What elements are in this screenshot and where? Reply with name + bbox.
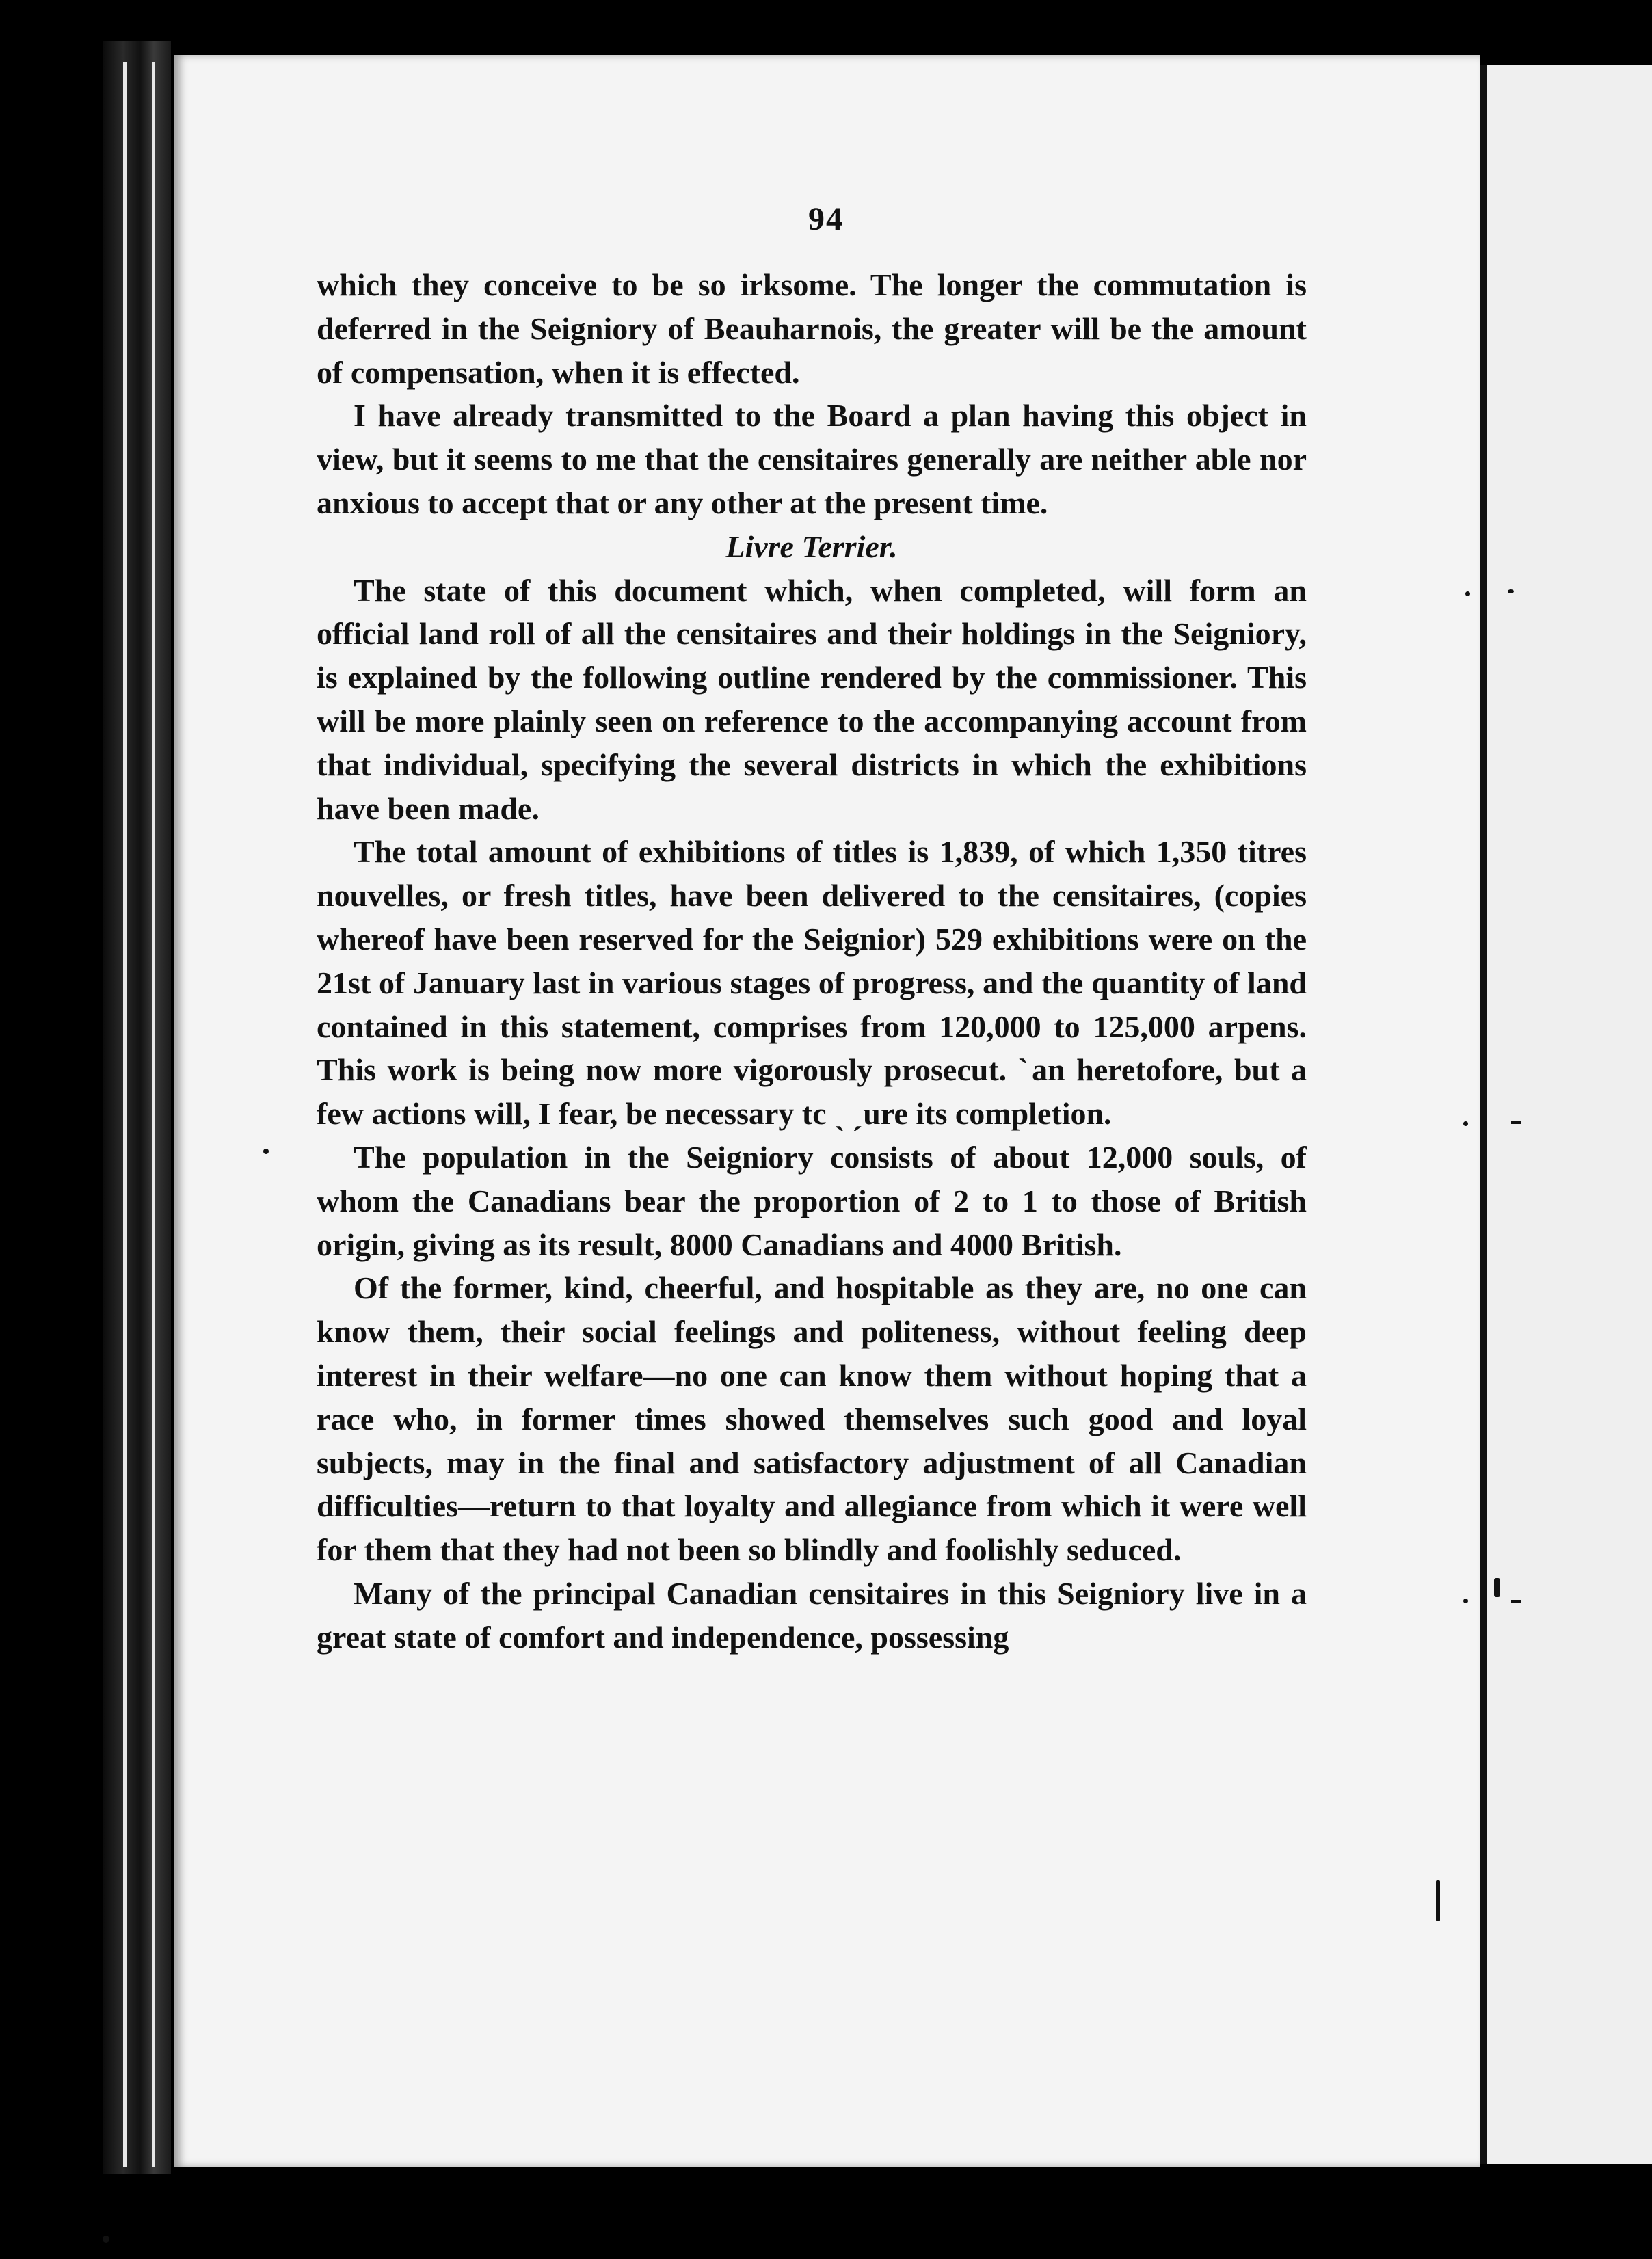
paragraph: which they conceive to be so irksome. The longer the commutation is deferred in the Seigniory of Beauharnois, the greater will be the amount of compensation, when it is effected. [317, 267, 1307, 390]
book-binding [103, 41, 171, 2174]
scan-speck [103, 2236, 109, 2243]
binding-edge-line [152, 62, 155, 2167]
scan-speck [1463, 1121, 1468, 1126]
paragraph: I have already transmitted to the Board a plan having this object in view, but it seems to me that the censitaires generally are neither able nor anxious to accept that or any other at the present time. [317, 398, 1307, 520]
paragraph: The state of this document which, when completed, will form an official land roll of all the censitaires and their holdings in the Seigniory, is explained by the following outline rendered by the commissioner. This will be more plainly seen on reference to the accompanying account from that individual, specifying the several districts in which the exhibitions have been made. [317, 572, 1307, 826]
scan-mark [1511, 1121, 1521, 1124]
adjacent-page-edge [1480, 65, 1652, 2164]
scan-speck [1465, 591, 1470, 596]
section-heading: Livre Terrier. [725, 529, 898, 564]
scan-speck [1463, 1599, 1468, 1603]
paragraph: The total amount of exhibitions of titles is 1,839, of which 1,350 titres nouvelles, or fresh titles, have been delivered to the censitaires, (copies whereof have been reserved for the Seignior) 529 exhibitions were on the 21st of January last in various stages of progress, and the quantity of land contained in this statement, comprises from 120,000 to 125,000 arpens. This work is being now more vigorously prosecut. ˋan heretofore, but a few actions will, I fear, be necessary tc ˎ ˏure its completion. [317, 834, 1307, 1132]
scan-mark [1511, 1600, 1521, 1603]
scan-speck [263, 1149, 269, 1154]
paragraph: The population in the Seigniory consists of about 12,000 souls, of whom the Canadians bear the proportion of 2 to 1 to those of British origin, giving as its result, 8000 Canadians and 4000 British. [317, 1139, 1307, 1262]
paragraph: Of the former, kind, cheerful, and hospitable as they are, no one can know them, their social feelings and politeness, without feeling deep interest in their welfare—no one can know them without hoping that a race who, in former times showed themselves such good and loyal subjects, may in the final and satisfactory adjustment of all Canadian difficulties—return to that loyalty and allegiance from which it were well for them that they had not been so blindly and foolishly seduced. [317, 1270, 1307, 1568]
scan-speck [1508, 589, 1514, 593]
paragraph: Many of the principal Canadian censitaires in this Seigniory live in a great state of comfort and independence, possessing [317, 1575, 1307, 1655]
page-number: 94 [808, 201, 844, 237]
binding-edge-line [123, 62, 127, 2167]
page-body-text [317, 263, 1307, 1659]
scan-speck [1436, 1880, 1440, 1921]
scan-speck [1494, 1578, 1500, 1597]
